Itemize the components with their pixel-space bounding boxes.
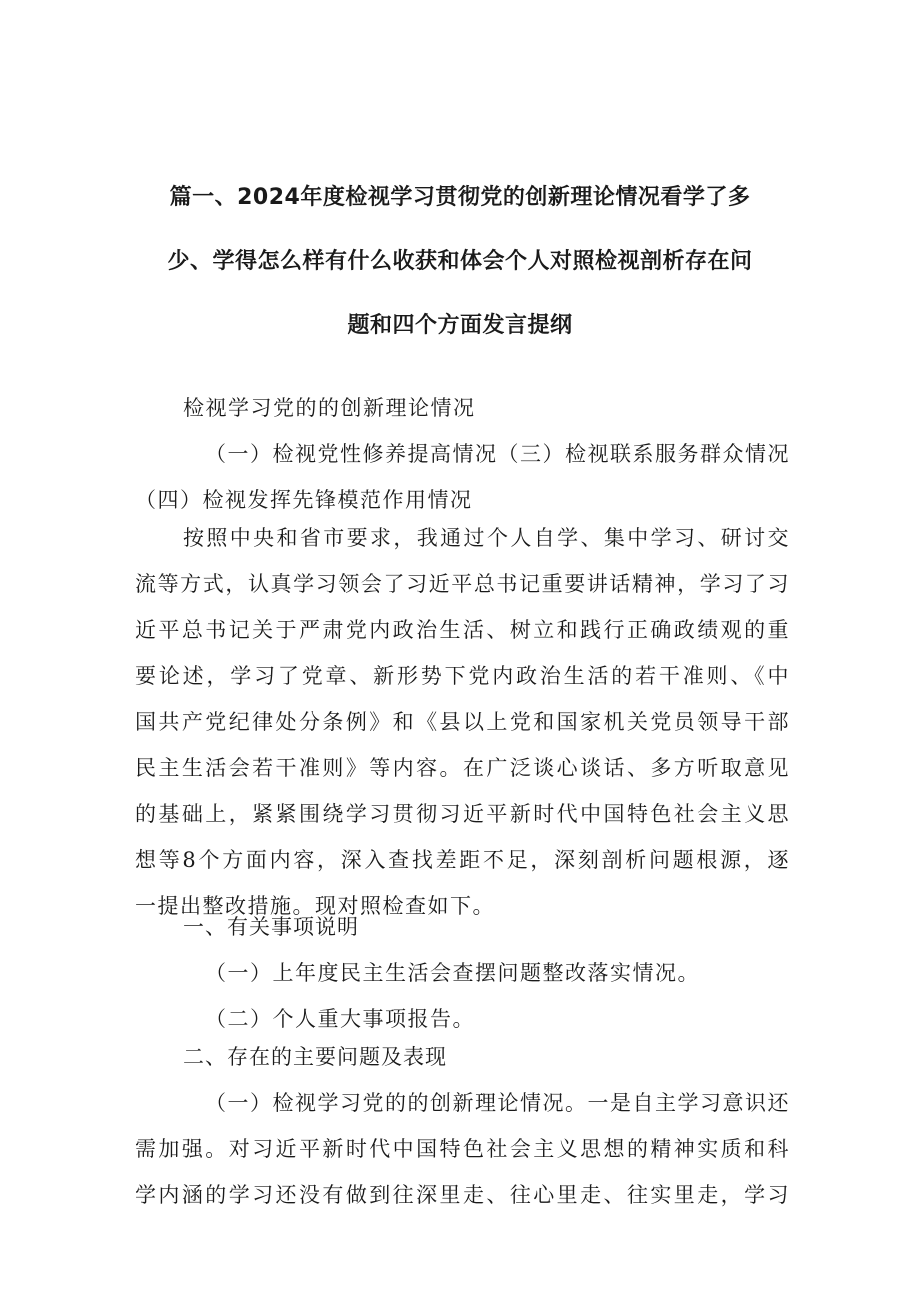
section-1-heading: 一、有关事项说明 xyxy=(183,915,359,939)
section-1-item-2: （二）个人重大事项报告。 xyxy=(205,1007,475,1031)
title-line-1: 篇一、2024年度检视学习贯彻党的创新理论情况看学了多 xyxy=(169,185,751,210)
paragraph-line: 一提出整改措施。现对照检查如下。 xyxy=(135,894,495,918)
paragraph-line: 的基础上，紧紧围绕学习贯彻习近平新时代中国特色社会主义思 xyxy=(135,802,790,826)
intro-line-1: 检视学习党的的创新理论情况 xyxy=(183,396,476,420)
section-2-line: （一）检视学习党的的创新理论情况。一是自主学习意识还 xyxy=(205,1091,790,1115)
intro-block xyxy=(135,385,790,523)
section-2 xyxy=(135,1034,790,1218)
paragraph-1 xyxy=(135,515,790,929)
paragraph-line: 要论述，学习了党章、新形势下党内政治生活的若干准则、《中 xyxy=(135,664,790,688)
intro-line-3: （四）检视发挥先锋模范作用情况 xyxy=(135,488,473,512)
section-1 xyxy=(135,904,790,1042)
title-line-3: 题和四个方面发言提纲 xyxy=(347,313,573,338)
section-2-heading: 二、存在的主要问题及表现 xyxy=(183,1045,447,1069)
paragraph-line: 流等方式，认真学习领会了习近平总书记重要讲话精神，学习了习 xyxy=(135,572,790,596)
paragraph-line: 国共产党纪律处分条例》和《县以上党和国家机关党员领导干部 xyxy=(135,710,790,734)
paragraph-line: 按照中央和省市要求，我通过个人自学、集中学习、研讨交 xyxy=(183,526,790,550)
document-title xyxy=(130,166,790,358)
section-2-line: 需加强。对习近平新时代中国特色社会主义思想的精神实质和科 xyxy=(135,1137,790,1161)
paragraph-line: 想等8个方面内容，深入查找差距不足，深刻剖析问题根源，逐 xyxy=(135,848,790,872)
section-2-line: 学内涵的学习还没有做到往深里走、往心里走、往实里走，学习 xyxy=(135,1183,790,1207)
intro-line-2: （一）检视党性修养提高情况（三）检视联系服务群众情况 xyxy=(205,442,790,466)
paragraph-line: 民主生活会若干准则》等内容。在广泛谈心谈话、多方听取意见 xyxy=(135,756,790,780)
paragraph-line: 近平总书记关于严肃党内政治生活、树立和践行正确政绩观的重 xyxy=(135,618,790,642)
section-1-item-1: （一）上年度民主生活会查摆问题整改落实情况。 xyxy=(205,961,700,985)
title-line-2: 少、学得怎么样有什么收获和体会个人对照检视剖析存在问 xyxy=(167,249,753,274)
